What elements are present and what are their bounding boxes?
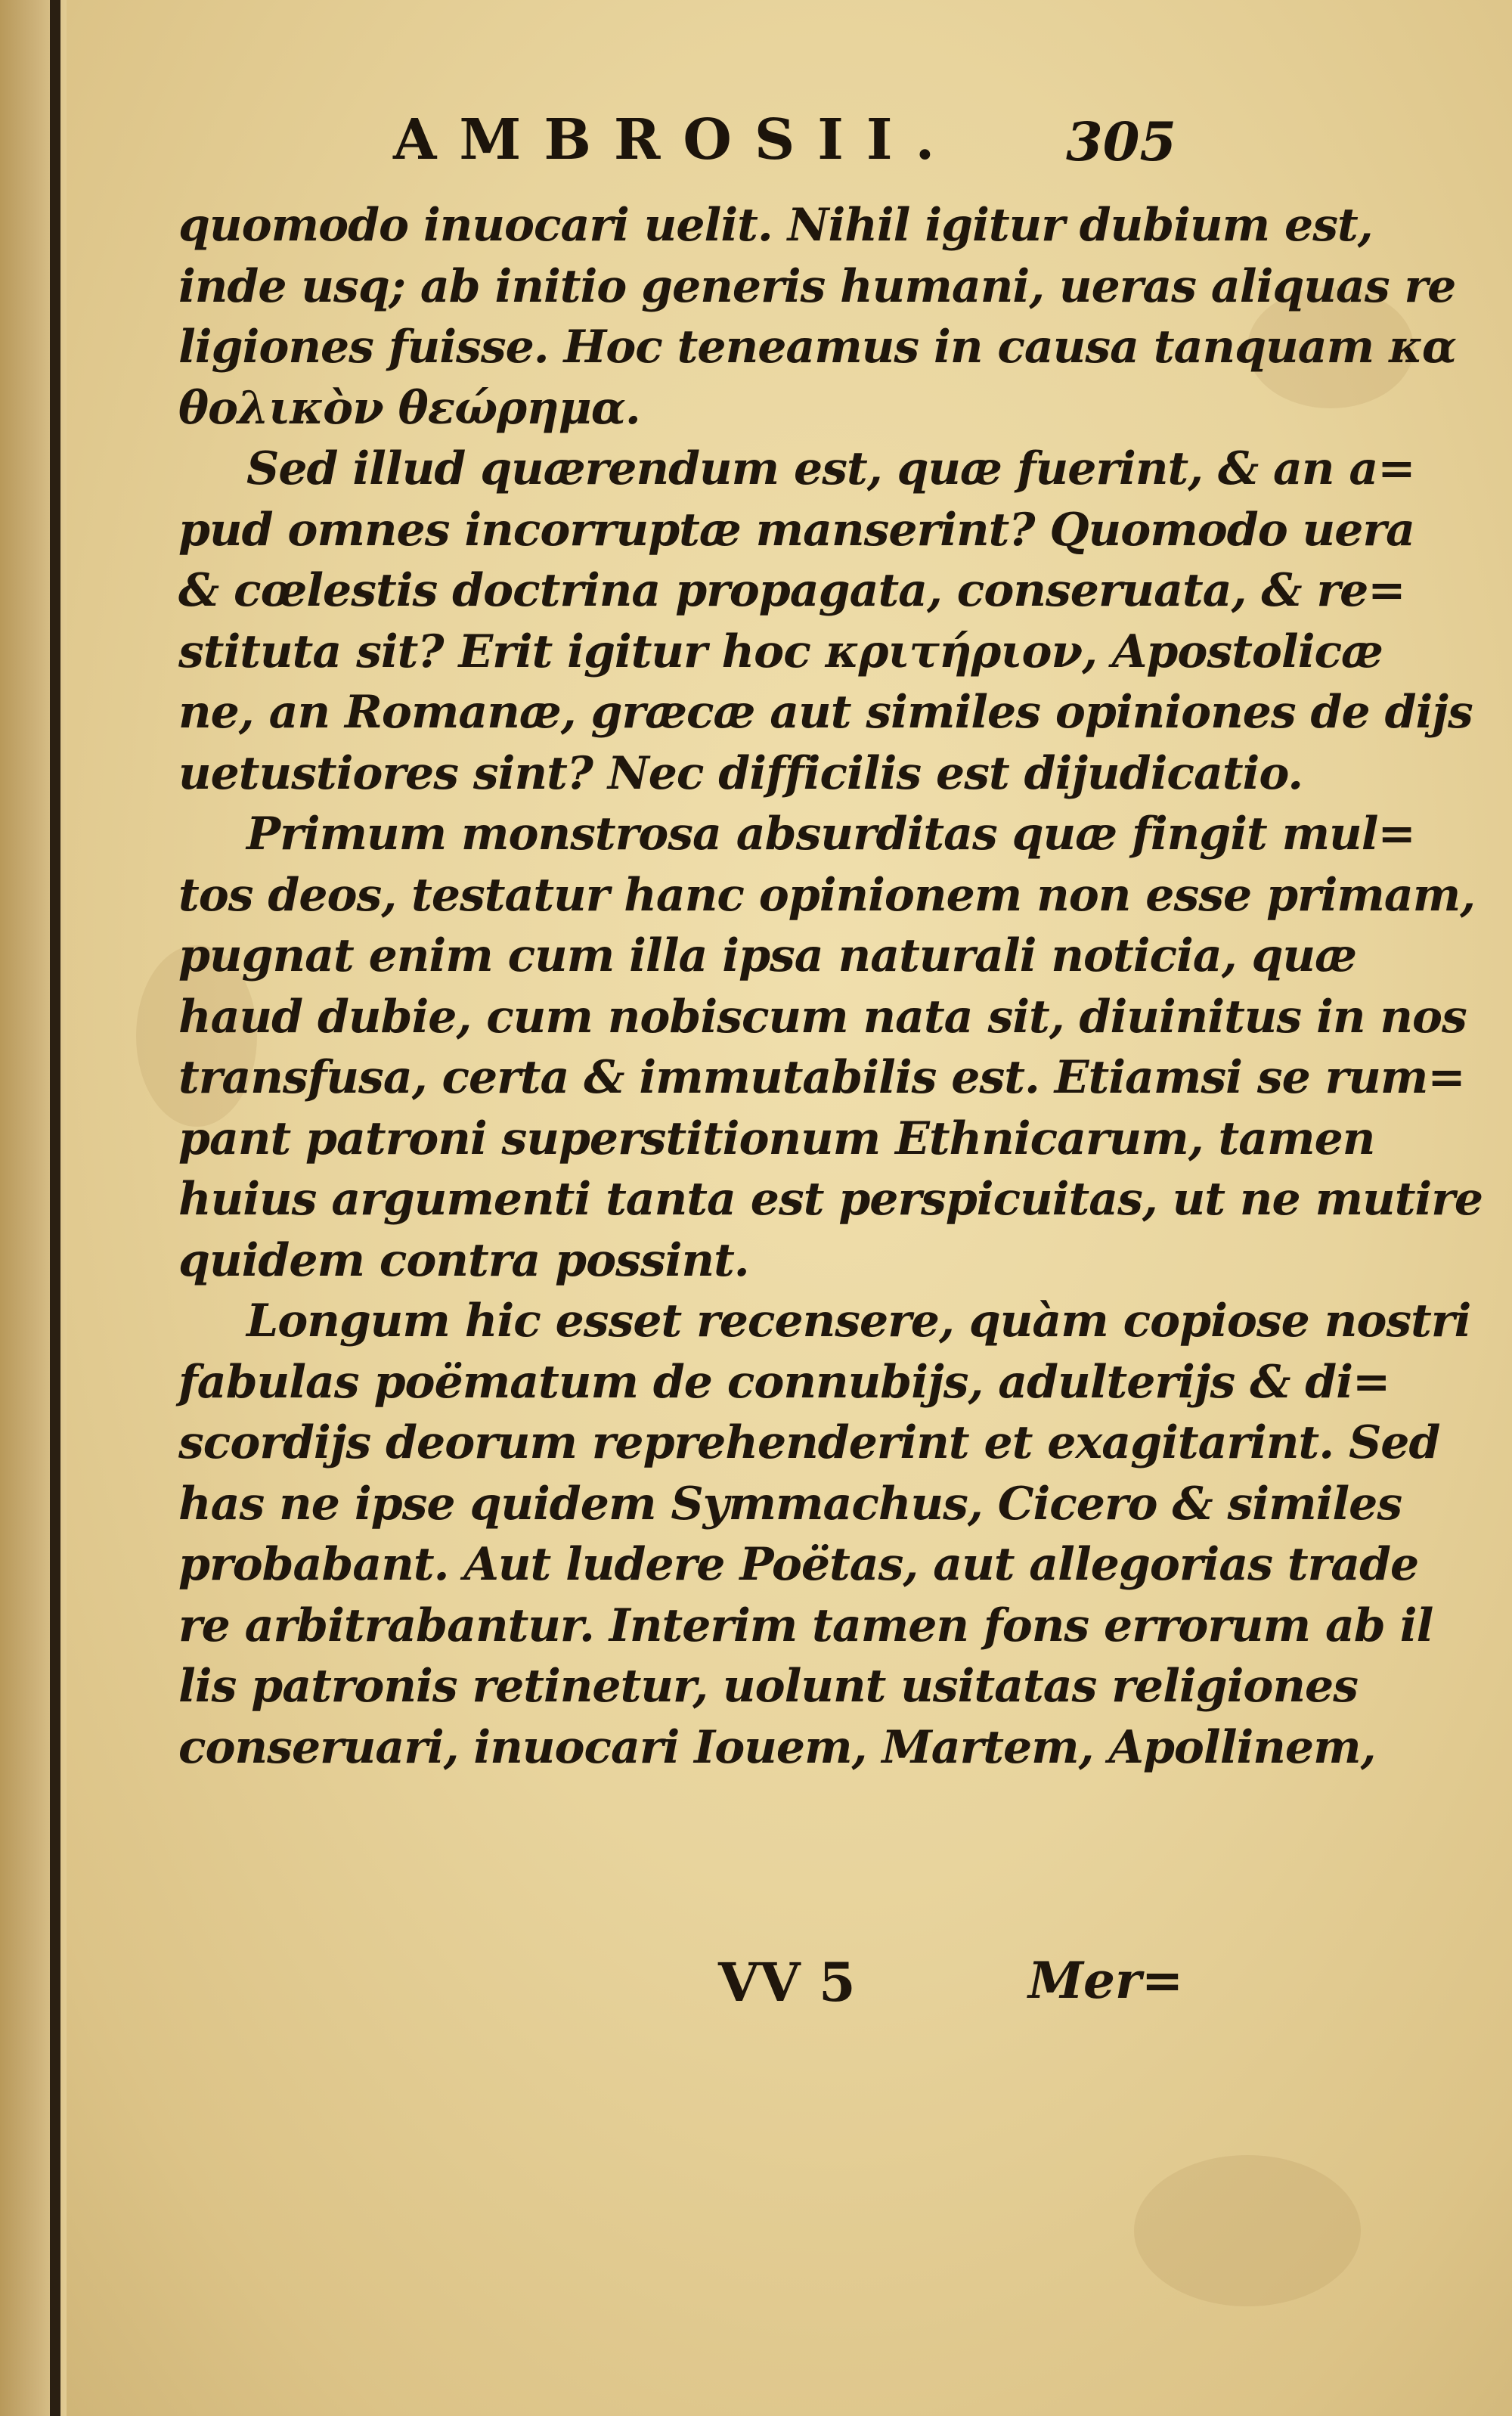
catchword: Mer= — [1028, 1951, 1184, 2010]
text-line: has ne ipse quidem Symmachus, Cicero & similes — [178, 1477, 1402, 1531]
text-line: quidem contra possint. — [178, 1233, 749, 1287]
text-line: Primum monstrosa absurditas quæ fingit mul= — [246, 808, 1415, 861]
text-line: re arbitrabantur. Interim tamen fons errorum ab il — [178, 1599, 1433, 1652]
paper-stain — [1134, 2155, 1361, 2306]
text-line: pugnat enim cum illa ipsa naturali noticia, quæ — [178, 929, 1356, 982]
text-line: transfusa, certa & immutabilis est. Etiamsi se rum= — [178, 1051, 1465, 1104]
text-line: pant patroni superstitionum Ethnicarum, tamen — [178, 1112, 1375, 1165]
text-line: Longum hic esset recensere, quàm copiose nostri — [246, 1295, 1471, 1348]
text-line: fabulas poëmatum de connubijs, adulterijs & di= — [178, 1355, 1390, 1409]
text-line: probabant. Aut ludere Poëtas, aut allegorias trade — [178, 1538, 1419, 1591]
text-line: quomodo inuocari uelit. Nihil igitur dubium est, — [178, 199, 1373, 252]
text-line: haud dubie, cum nobiscum nata sit, diuinitus in nos — [178, 990, 1467, 1044]
text-line: uetustiores sint? Nec difficilis est dijudicatio. — [178, 746, 1303, 800]
running-head-title: AMBROSII. — [393, 107, 958, 172]
page-number: 305 — [1066, 110, 1177, 173]
binding-edge — [50, 0, 60, 2416]
text-line: lis patronis retinetur, uolunt usitatas religiones — [178, 1660, 1359, 1713]
text-line: stituta sit? Erit igitur hoc κριτήριον, Apostolicæ — [178, 625, 1383, 678]
text-line: conseruari, inuocari Iouem, Martem, Apollinem, — [178, 1720, 1376, 1774]
text-line: huius argumenti tanta est perspicuitas, ut ne mutire — [178, 1173, 1483, 1226]
text-line: tos deos, testatur hanc opinionem non esse primam, — [178, 868, 1476, 922]
text-line: ne, an Romanæ, græcæ aut similes opiniones de dijs — [178, 686, 1473, 739]
text-line: pud omnes incorruptæ manserint? Quomodo uera — [178, 503, 1414, 557]
text-line: θολικὸν θεώρημα. — [178, 381, 640, 435]
running-head — [0, 107, 1512, 191]
text-line: inde usq; ab initio generis humani, ueras aliquas re — [178, 259, 1456, 313]
signature-mark: VV 5 — [718, 1951, 856, 2014]
text-line: ligiones fuisse. Hoc teneamus in causa tanquam κα — [178, 321, 1457, 374]
page-footer — [0, 1951, 1512, 2027]
body-text — [178, 195, 1483, 1778]
text-line: scordijs deorum reprehenderint et exagitarint. Sed — [178, 1416, 1440, 1469]
text-line: & cœlestis doctrina propagata, conseruata, & re= — [178, 564, 1405, 617]
text-line: Sed illud quærendum est, quæ fuerint, & an a= — [246, 442, 1415, 495]
